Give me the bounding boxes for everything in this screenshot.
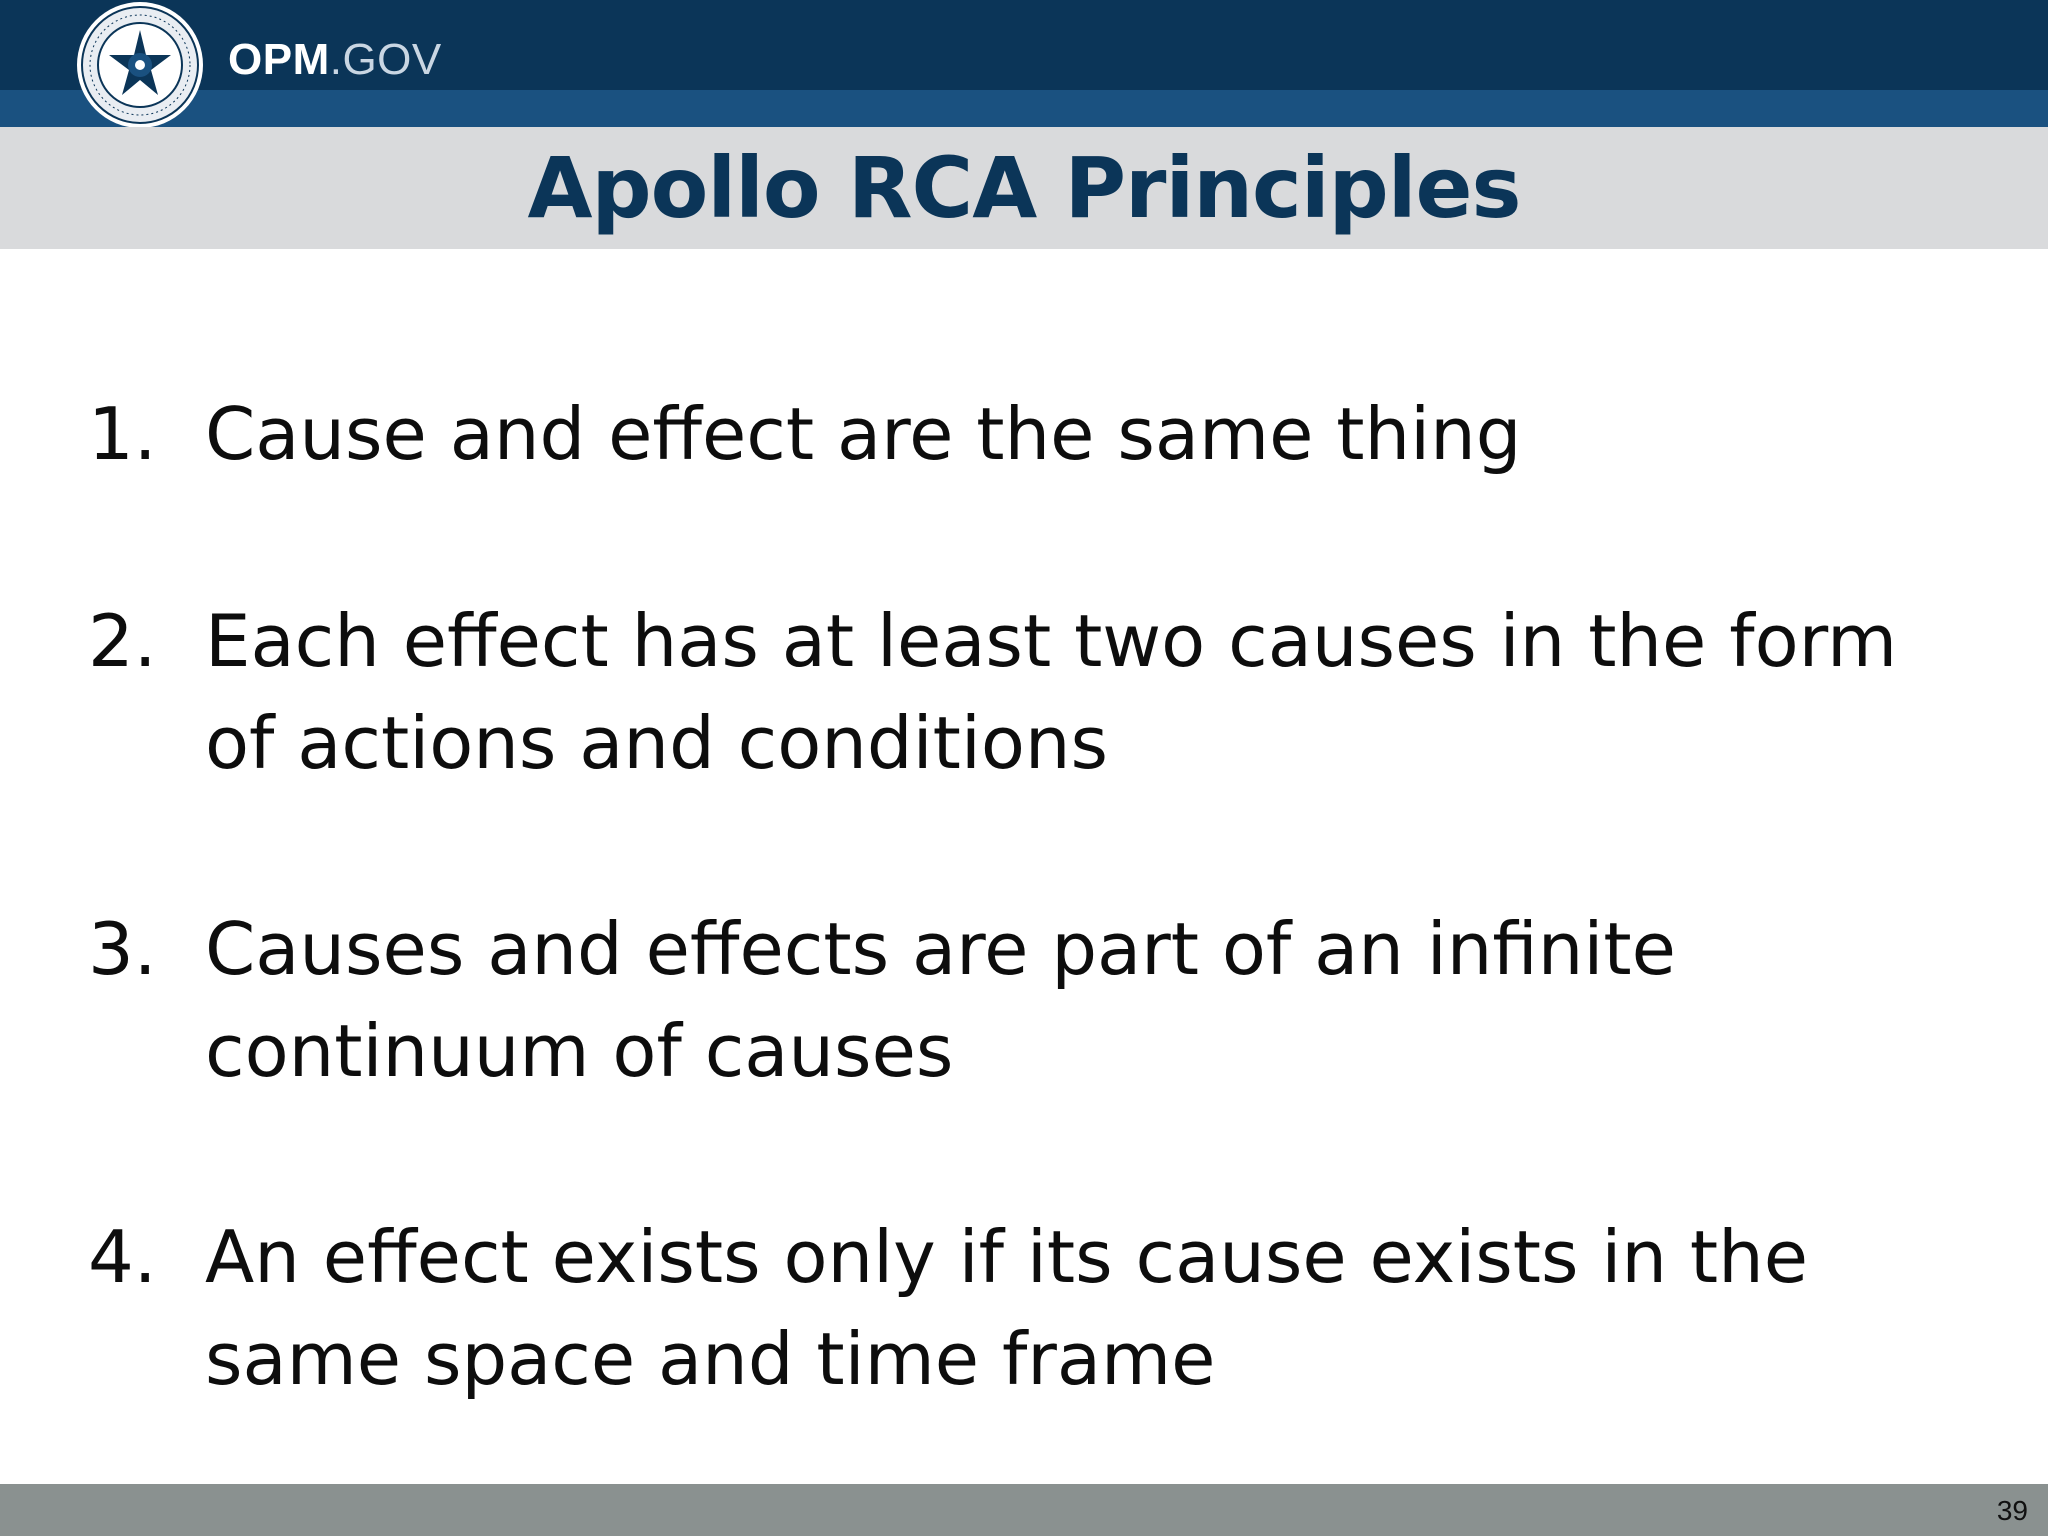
list-item	[88, 898, 1968, 1102]
footer-bar	[0, 1484, 2048, 1536]
list-item-text: Causes and effects are part of an infinite continuum of causes	[205, 907, 1676, 1093]
list-item-number: 3.	[88, 907, 157, 991]
brand-bold: OPM	[228, 35, 330, 84]
list-item	[88, 1206, 1968, 1410]
list-item	[88, 590, 1968, 794]
slide-title: Apollo RCA Principles	[527, 139, 1521, 237]
list-item-number: 1.	[88, 392, 157, 476]
list-item	[88, 383, 1968, 485]
brand-light: .GOV	[329, 35, 442, 84]
list-item-text: An effect exists only if its cause exists in the same space and time frame	[205, 1215, 1809, 1401]
list-item-number: 2.	[88, 599, 157, 683]
page-number: 39	[1996, 1495, 2028, 1526]
list-item-text: Each effect has at least two causes in the form of actions and conditions	[205, 599, 1898, 785]
list-item-text: Cause and effect are the same thing	[205, 392, 1522, 476]
list-item-number: 4.	[88, 1215, 157, 1299]
